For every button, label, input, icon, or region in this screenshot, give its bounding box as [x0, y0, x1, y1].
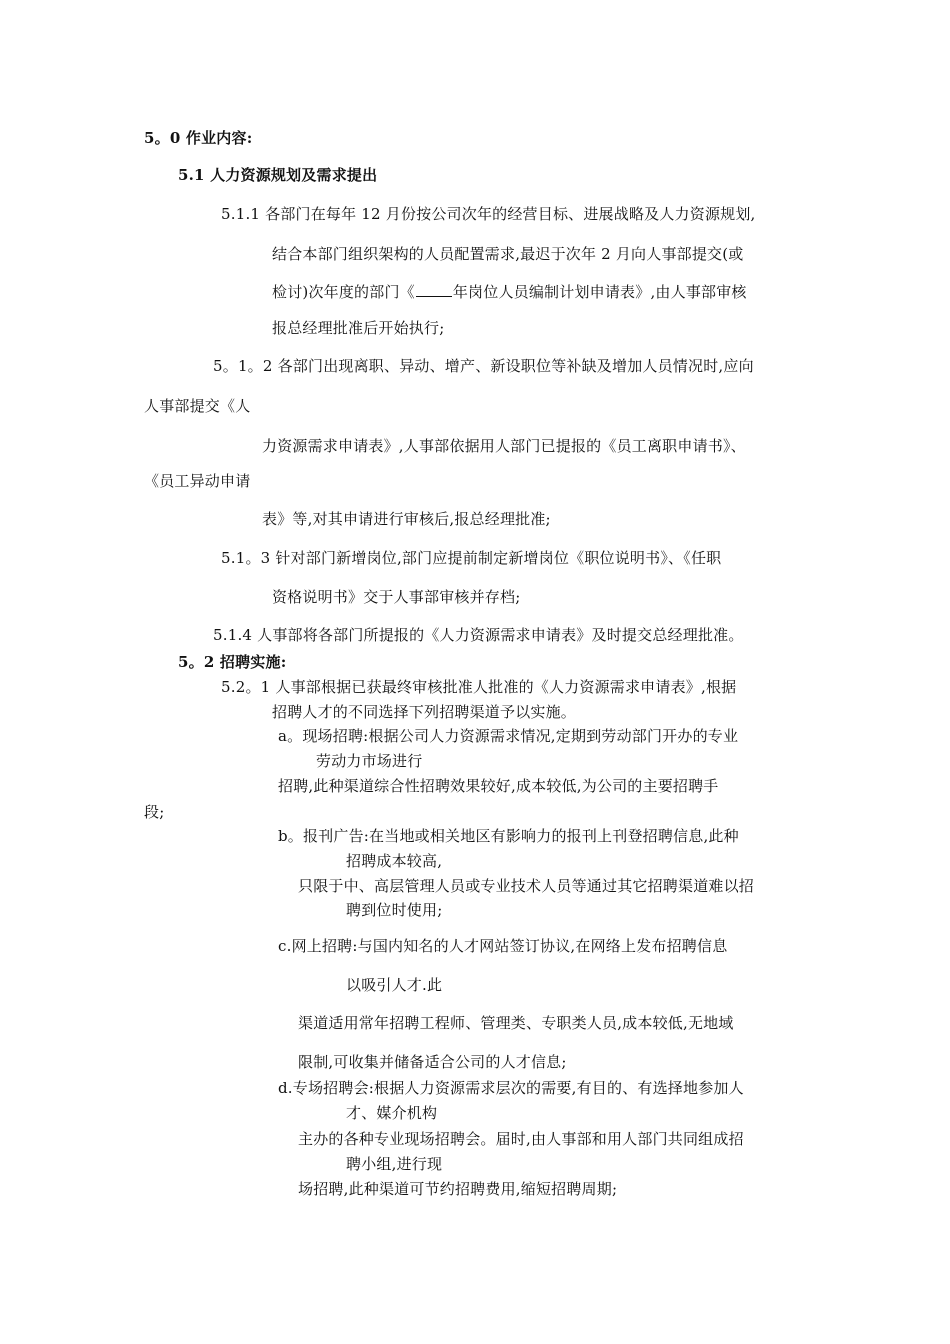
paragraph-line: 《员工异动申请	[144, 472, 251, 490]
paragraph-line: 力资源需求申请表》,人事部依据用人部门已提报的《员工离职申请书》、	[262, 437, 746, 455]
paragraph-text: 检讨)次年度的部门《	[272, 283, 415, 301]
paragraph-line: 5.1。3 针对部门新增岗位,部门应提前制定新增岗位《职位说明书》、《任职	[221, 549, 722, 567]
paragraph-line: 资格说明书》交于人事部审核并存档;	[272, 588, 521, 606]
subsection-heading-5-2: 5。2 招聘实施:	[178, 653, 287, 671]
list-item-a-line: 段;	[144, 803, 165, 821]
paragraph-line: 结合本部门组织架构的人员配置需求,最迟于次年 2 月向人事部提交(或	[272, 245, 744, 263]
list-item-b-line: 招聘成本较高,	[346, 852, 443, 870]
list-item-c-line: 渠道适用常年招聘工程师、管理类、专职类人员,成本较低,无地域	[298, 1014, 734, 1032]
paragraph-line: 招聘人才的不同选择下列招聘渠道予以实施。	[272, 703, 577, 721]
list-item-b-line: 只限于中、高层管理人员或专业技术人员等通过其它招聘渠道难以招	[298, 877, 755, 895]
list-item-b-line: 聘到位时使用;	[346, 901, 443, 919]
list-item-b: b。报刊广告:在当地或相关地区有影响力的报刊上刊登招聘信息,此种	[278, 827, 739, 845]
paragraph-line: 5。1。2 各部门出现离职、异动、增产、新设职位等补缺及增加人员情况时,应向	[213, 357, 754, 375]
section-heading: 5。0 作业内容:	[144, 129, 253, 147]
list-item-a: a。现场招聘:根据公司人力资源需求情况,定期到劳动部门开办的专业	[278, 727, 739, 745]
paragraph-line: 人事部提交《人	[144, 397, 251, 415]
list-item-a-line: 劳动力市场进行	[316, 752, 423, 770]
list-item-d-line: 主办的各种专业现场招聘会。届时,由人事部和用人部门共同组成招	[298, 1130, 744, 1148]
list-item-c-line: 以吸引人才.此	[346, 976, 443, 994]
paragraph-line: 5.1.4 人事部将各部门所提报的《人力资源需求申请表》及时提交总经理批准。	[213, 626, 744, 644]
subsection-heading-5-1: 5.1 人力资源规划及需求提出	[178, 166, 378, 184]
list-item-d-line: 场招聘,此种渠道可节约招聘费用,缩短招聘周期;	[298, 1180, 618, 1198]
paragraph-line	[272, 282, 747, 302]
list-item-d-line: 才、媒介机构	[346, 1104, 438, 1122]
paragraph-line: 5.1.1 各部门在每年 12 月份按公司次年的经营目标、进展战略及人力资源规划,	[221, 205, 756, 223]
list-item-c: c.网上招聘:与国内知名的人才网站签订协议,在网络上发布招聘信息	[278, 937, 728, 955]
paragraph-line: 5.2。1 人事部根据已获最终审核批准人批准的《人力资源需求申请表》,根据	[221, 678, 737, 696]
list-item-c-line: 限制,可收集并储备适合公司的人才信息;	[298, 1053, 567, 1071]
paragraph-line: 报总经理批准后开始执行;	[272, 319, 445, 337]
list-item-d-line: 聘小组,进行现	[346, 1155, 443, 1173]
list-item-d: d.专场招聘会:根据人力资源需求层次的需要,有目的、有选择地参加人	[278, 1079, 744, 1097]
list-item-a-line: 招聘,此种渠道综合性招聘效果较好,成本较低,为公司的主要招聘手	[278, 777, 719, 795]
paragraph-line: 表》等,对其申请进行审核后,报总经理批准;	[262, 510, 551, 528]
blank-underline	[416, 283, 452, 297]
paragraph-text: 年岗位人员编制计划申请表》,由人事部审核	[452, 283, 747, 301]
